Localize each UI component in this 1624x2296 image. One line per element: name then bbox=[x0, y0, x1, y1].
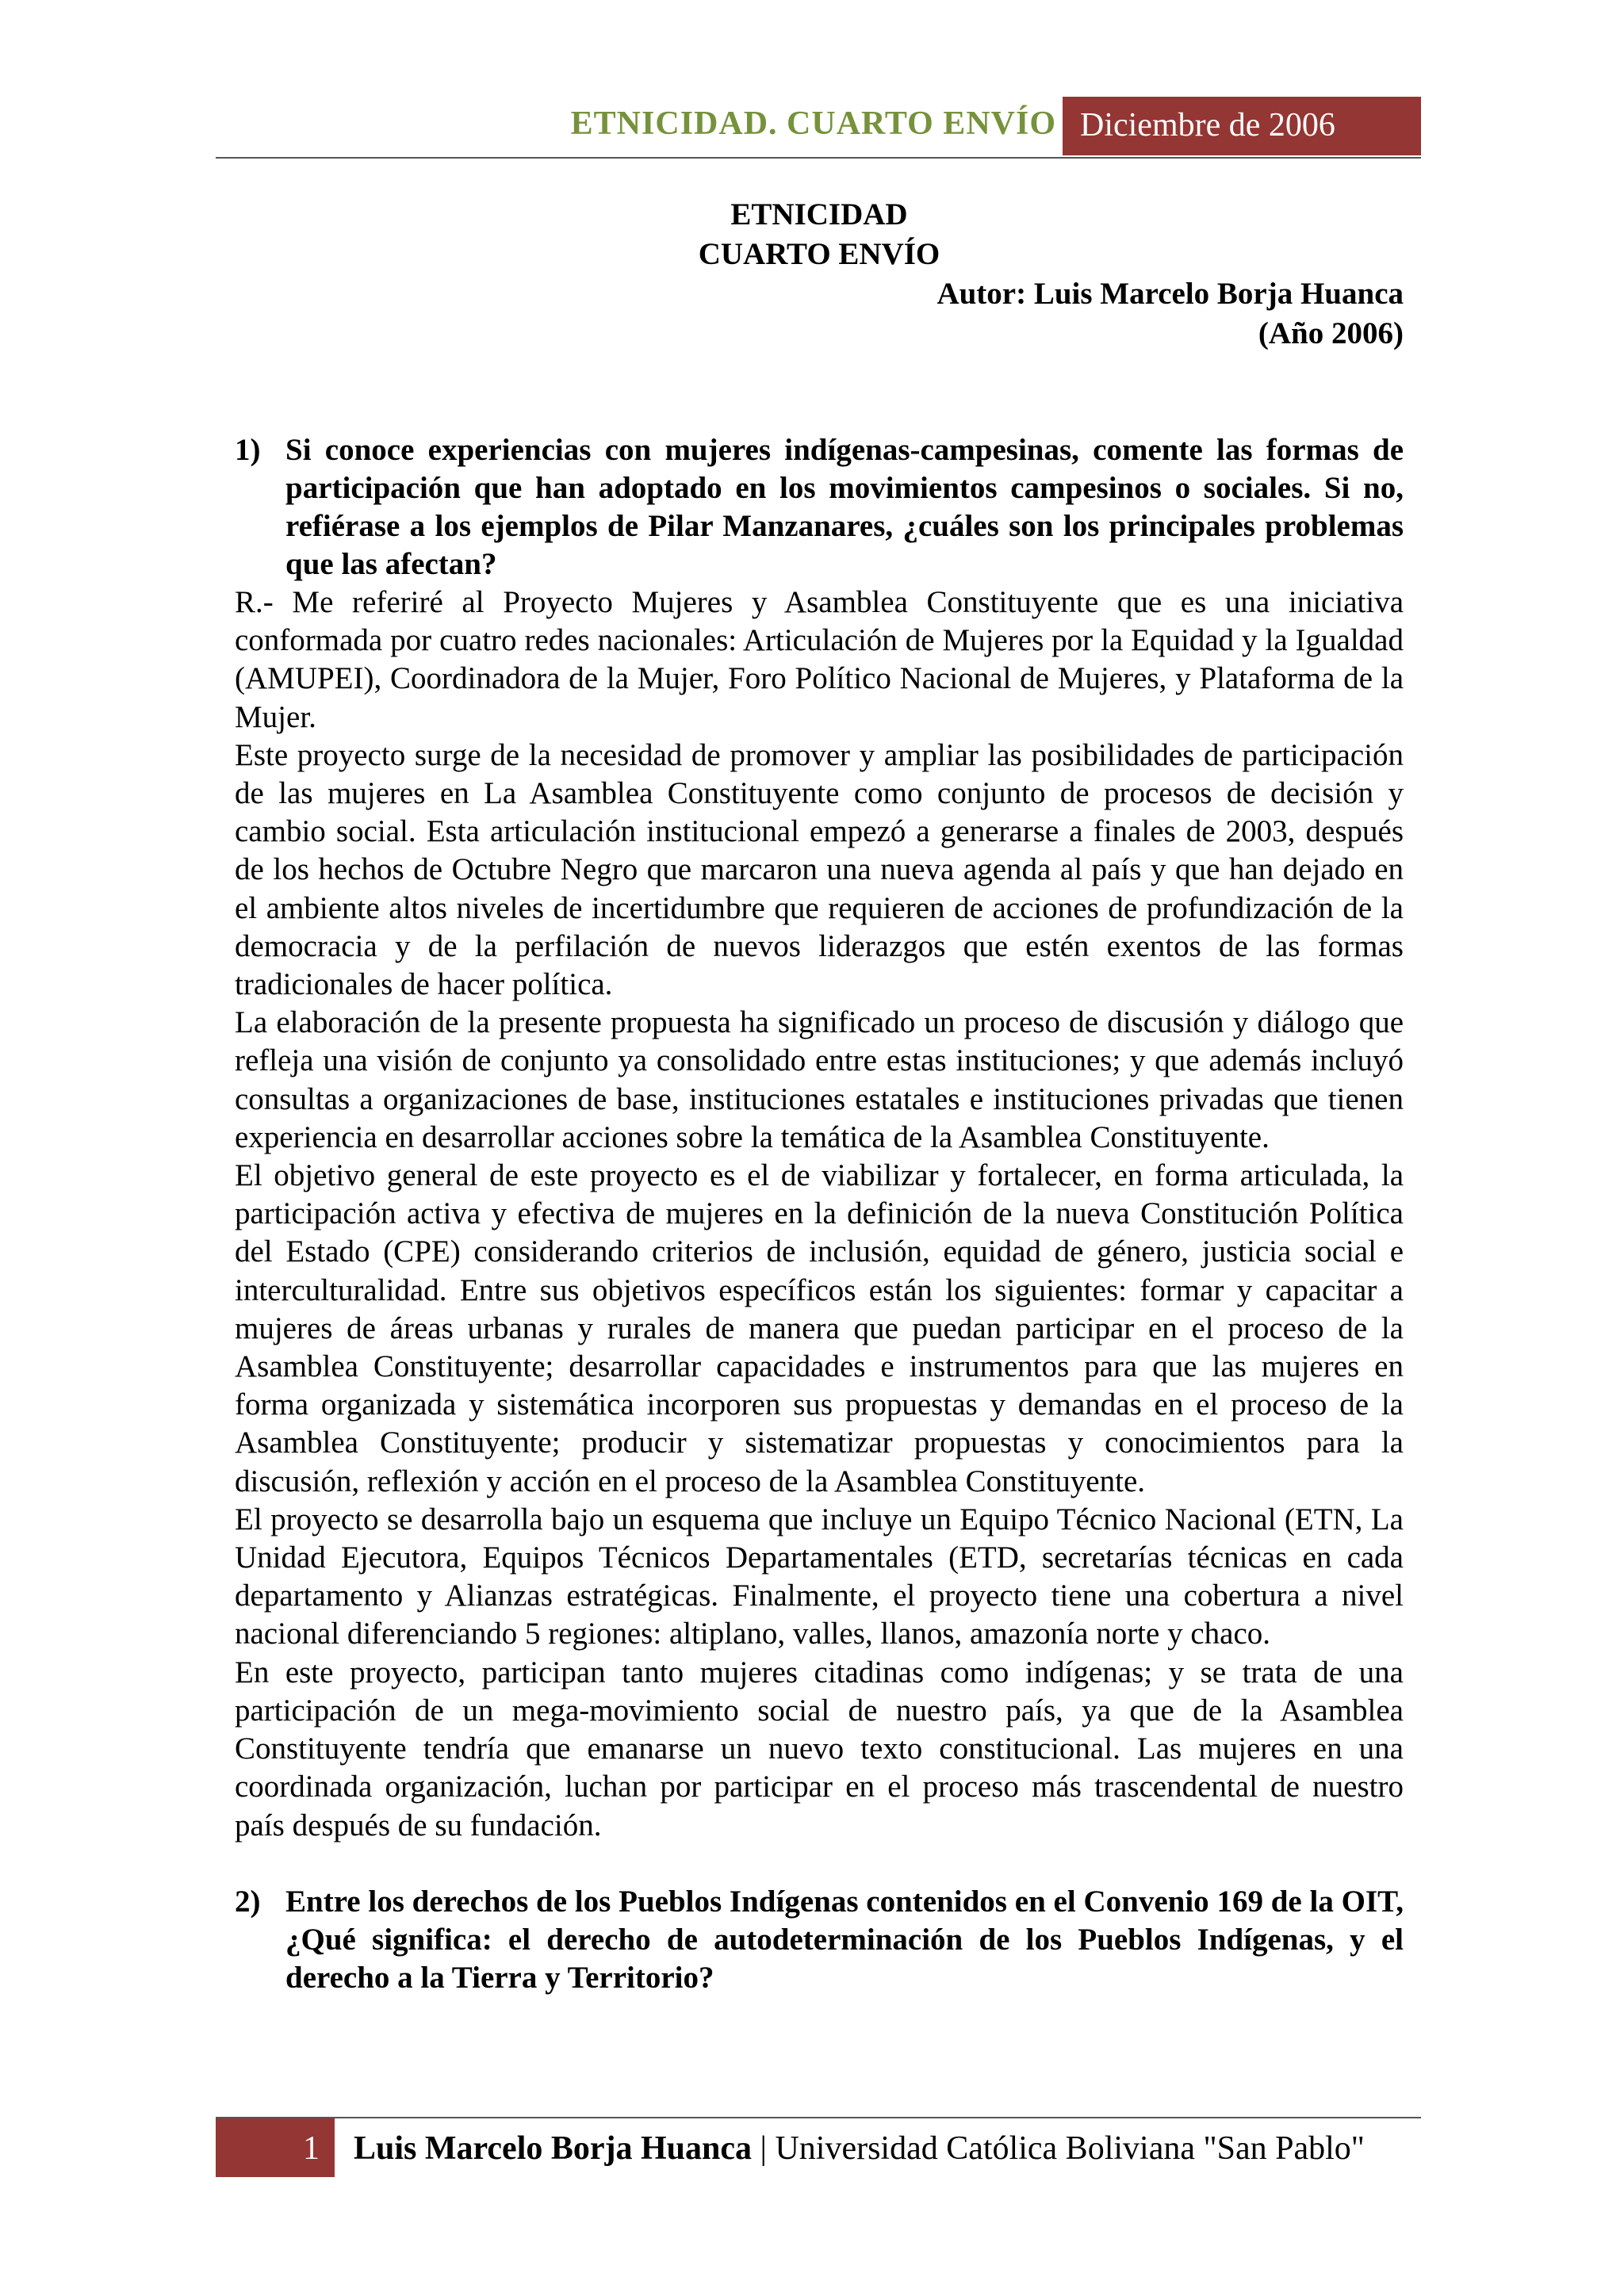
footer-institution: Universidad Católica Boliviana "San Pablo" bbox=[775, 2130, 1365, 2167]
question-2-number: 2) bbox=[235, 1884, 261, 1919]
header-date-badge: Diciembre de 2006 bbox=[1063, 97, 1421, 155]
footer-author: Luis Marcelo Borja Huanca bbox=[354, 2130, 753, 2167]
question-2-text: Entre los derechos de los Pueblos Indígenas contenidos en el Convenio 169 de la OIT, ¿Qué significa: el derecho de autodeterminación de los Pueblos Indígenas, y el derecho a la Tierra y Territorio? bbox=[285, 1884, 1404, 1995]
document-year: (Año 2006) bbox=[1258, 316, 1404, 350]
question-2 bbox=[235, 1883, 1404, 1997]
question-1 bbox=[235, 431, 1404, 584]
page-header bbox=[216, 97, 1421, 159]
document-title-line2: CUARTO ENVÍO bbox=[698, 237, 940, 271]
paragraph: El objetivo general de este proyecto es el de viabilizar y fortalecer, en forma articulada, la participación activa y efectiva de mujeres en la definición de la nueva Constitución Política del Estado (CPE) considerando criterios de inclusión, equidad de género, justicia social e interculturalidad. Entre sus objetivos específicos están los siguientes: formar y capacitar a mujeres de áreas urbanas y rurales de manera que puedan participar en el proceso de la Asamblea Constituyente; desarrollar capacidades e instrumentos para que las mujeres en forma organizada y sistemática incorporen sus propuestas y demandas en el proceso de la Asamblea Constituyente; producir y sistematizar propuestas y conocimientos para la discusión, reflexión y acción en el proceso de la Asamblea Constituyente. bbox=[235, 1158, 1404, 1498]
document-author: Autor: Luis Marcelo Borja Huanca bbox=[936, 277, 1404, 311]
document-body bbox=[235, 195, 1404, 1997]
paragraph: El proyecto se desarrolla bajo un esquema que incluye un Equipo Técnico Nacional (ETN, La Unidad Ejecutora, Equipos Técnicos Departamentales (ETD, secretarías técnicas en cada departamento y Alianzas estratégicas. Finalmente, el proyecto tiene una cobertura a nivel nacional diferenciando 5 regiones: altiplano, valles, llanos, amazonía norte y chaco. bbox=[235, 1502, 1404, 1651]
footer-divider bbox=[216, 2117, 1421, 2118]
paragraph: R.- Me referiré al Proyecto Mujeres y Asamblea Constituyente que es una iniciativa conformada por cuatro redes nacionales: Articulación de Mujeres por la Equidad y la Igualdad (AMUPEI), Coordinadora de la Mujer, Foro Político Nacional de Mujeres, y Plataforma de la Mujer. bbox=[235, 585, 1404, 734]
question-1-number: 1) bbox=[235, 433, 261, 467]
question-1-text: Si conoce experiencias con mujeres indígenas-campesinas, comente las formas de participación que han adoptado en los movimientos campesinos o sociales. Si no, refiérase a los ejemplos de Pilar Manzanares, ¿cuáles son los principales problemas que las afectan? bbox=[285, 433, 1404, 581]
header-title: ETNICIDAD. CUARTO ENVÍO bbox=[570, 105, 1056, 142]
paragraph: En este proyecto, participan tanto mujeres citadinas como indígenas; y se trata de una participación de un mega-movimiento social de nuestro país, ya que de la Asamblea Constituyente tendría que emanarse un nuevo texto constitucional. Las mujeres en una coordinada organización, luchan por participar en el proceso más trascendental de nuestro país después de su fundación. bbox=[235, 1655, 1404, 1843]
paragraph: Este proyecto surge de la necesidad de promover y ampliar las posibilidades de participación de las mujeres en La Asamblea Constituyente como conjunto de procesos de decisión y cambio social. Esta articulación institucional empezó a generarse a finales de 2003, después de los hechos de Octubre Negro que marcaron una nueva agenda al país y que han dejado en el ambiente altos niveles de incertidumbre que requieren de acciones de profundización de la democracia y de la perfilación de nuevos liderazgos que estén exentos de las formas tradicionales de hacer política. bbox=[235, 737, 1404, 1002]
document-title-line1: ETNICIDAD bbox=[730, 197, 908, 232]
footer-separator: | bbox=[760, 2130, 767, 2167]
paragraph: La elaboración de la presente propuesta ha significado un proceso de discusión y diálogo que refleja una visión de conjunto ya consolidado entre estas instituciones; y que además incluyó consultas a organizaciones de base, instituciones estatales e instituciones privadas que tienen experiencia en desarrollar acciones sobre la temática de la Asamblea Constituyente. bbox=[235, 1005, 1404, 1154]
page-footer bbox=[354, 2130, 1365, 2168]
footer-page-number: 1 bbox=[216, 2118, 335, 2177]
